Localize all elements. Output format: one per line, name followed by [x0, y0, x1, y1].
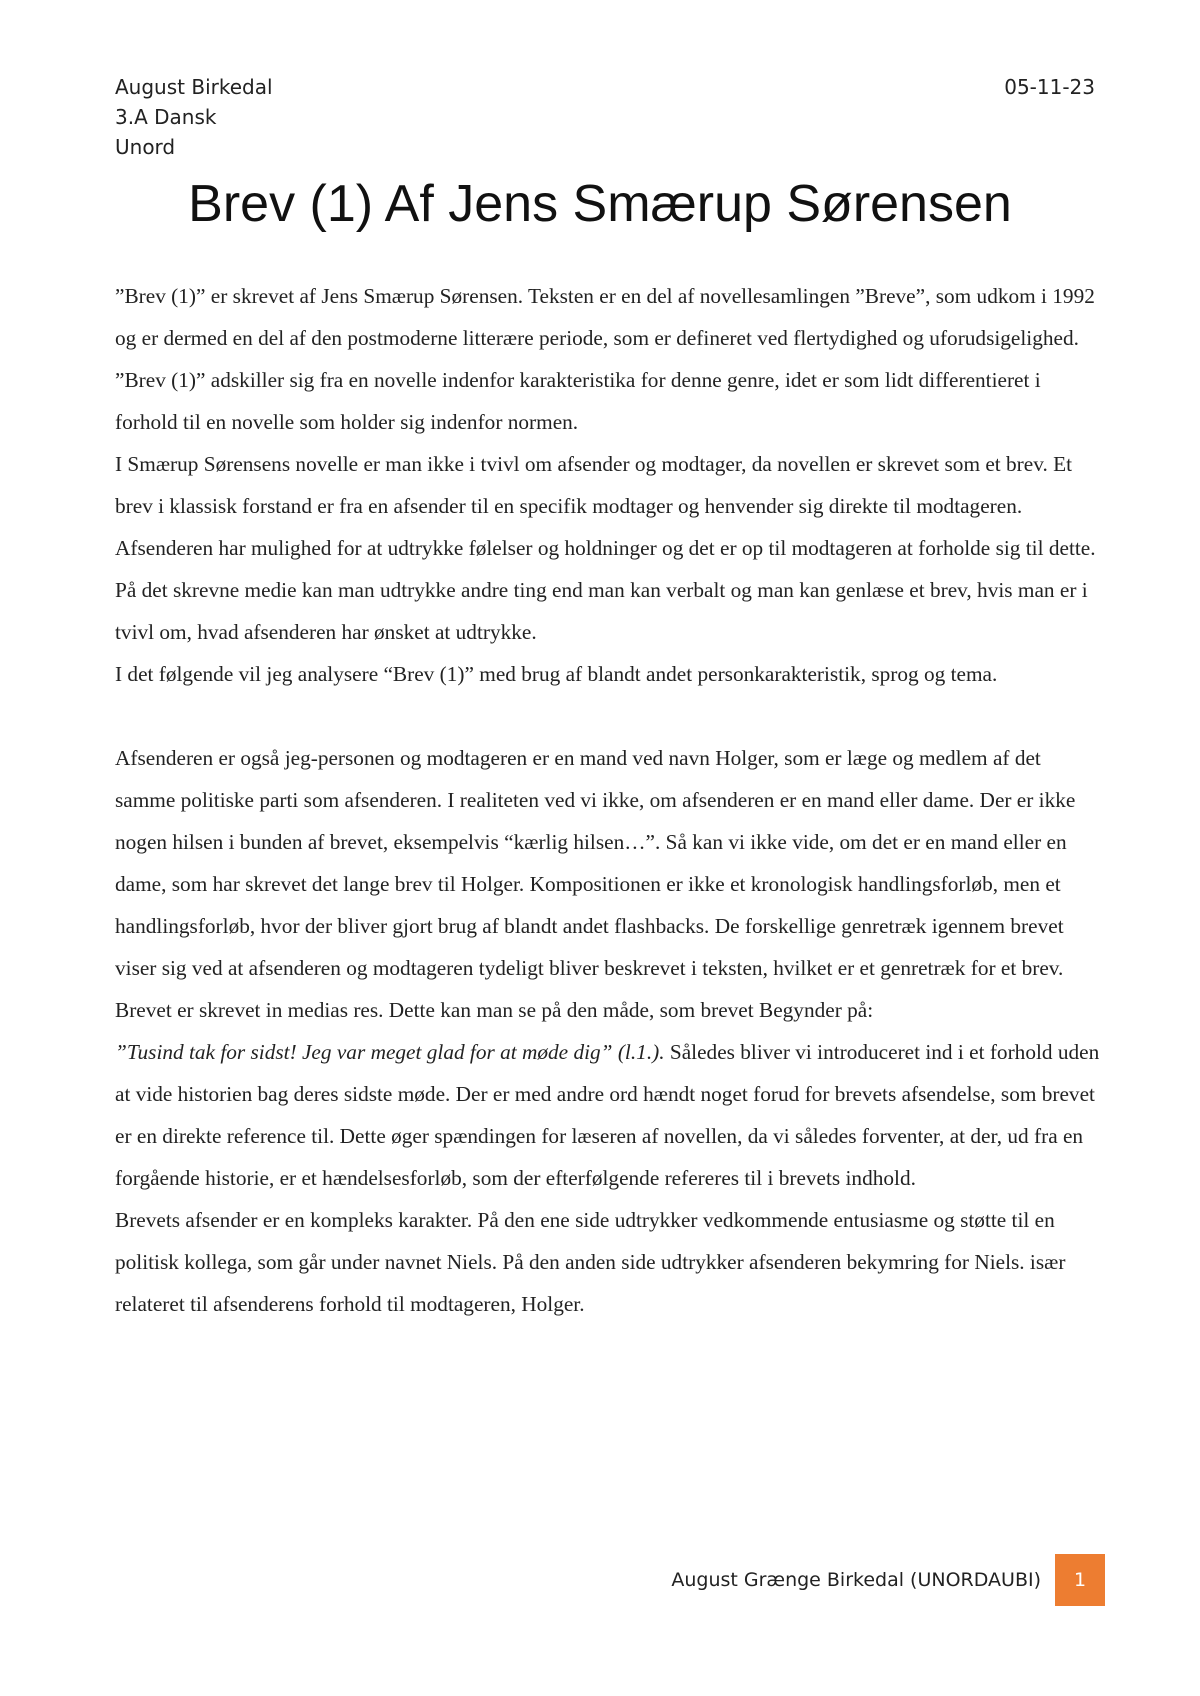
paragraph-complex-character: Brevets afsender er en kompleks karakter. På den ene side udtrykker vedkommende entusiasme og støtte til en politisk kollega, som går under navnet Niels. På den anden side udtrykker afsenderen bekymring for Niels. især relateret til afsenderens forhold til modtageren, Holger. [115, 1208, 1066, 1316]
paragraph-in-medias-res [115, 989, 1100, 1199]
header-school: Unord [115, 135, 176, 159]
header-row [115, 72, 1095, 102]
footer-author: August Grænge Birkedal (UNORDAUBI) [671, 1569, 1041, 1591]
in-medias-res-rest: Således bliver vi introduceret ind i et forhold uden at vide historien bag deres sidste møde. Der er med andre ord hændt noget forud for brevets afsendelse, som brevet er en direkte reference til. Dette øger spændingen for læseren af novellen, da vi således forventer, at der, ud fra en forgående historie, er et hændelsesforløb, som der efterfølgende refereres til i brevets indhold. [115, 1040, 1100, 1190]
page-number-badge: 1 [1055, 1554, 1105, 1606]
header-date: 05-11-23 [1004, 75, 1095, 99]
document-header [115, 72, 1095, 162]
document-body [115, 275, 1100, 1325]
document-footer [671, 1554, 1105, 1606]
document-title: Brev (1) Af Jens Smærup Sørensen [188, 175, 1012, 233]
paragraph-sender-identity: Afsenderen er også jeg-personen og modtageren er en mand ved navn Holger, som er læge og medlem af det samme politiske parti som afsenderen. I realiteten ved vi ikke, om afsenderen er en mand eller dame. Der er ikke nogen hilsen i bunden af brevet, eksempelvis “kærlig hilsen…”. Så kan vi ikke vide, om det er en mand eller en dame, som har skrevet det lange brev til Holger. Kompositionen er ikke et kronologisk handlingsforløb, men et handlingsforløb, hvor der bliver gjort brug af blandt andet flashbacks. De forskellige genretræk igennem brevet viser sig ved at afsenderen og modtageren tydeligt bliver beskrevet i teksten, hvilket er et genretræk for et brev. [115, 746, 1076, 980]
in-medias-res-intro: Brevet er skrevet in medias res. Dette kan man se på den måde, som brevet Begynder på: [115, 998, 874, 1022]
letter-quote: ”Tusind tak for sidst! Jeg var meget glad for at møde dig” (l.1.). [115, 1040, 665, 1064]
paragraph-sender-receiver: I Smærup Sørensens novelle er man ikke i tvivl om afsender og modtager, da novellen er skrevet som et brev. Et brev i klassisk forstand er fra en afsender til en specifik modtager og henvender sig direkte til modtageren. Afsenderen har mulighed for at udtrykke følelser og holdninger og det er op til modtageren at forholde sig til dette. På det skrevne medie kan man udtrykke andre ting end man kan verbalt og man kan genlæse et brev, hvis man er i tvivl om, hvad afsenderen har ønsket at udtrykke. [115, 452, 1096, 644]
paragraph-spacer [115, 695, 1100, 737]
paragraph-intro: ”Brev (1)” er skrevet af Jens Smærup Sørensen. Teksten er en del af novellesamlingen ”Breve”, som udkom i 1992 og er dermed en del af den postmoderne litterære periode, som er defineret ved flertydighed og uforudsigelighed. ”Brev (1)” adskiller sig fra en novelle indenfor karakteristika for denne genre, idet er som lidt differentieret i forhold til en novelle som holder sig indenfor normen. [115, 284, 1095, 434]
header-class: 3.A Dansk [115, 105, 217, 129]
paragraph-analysis-plan: I det følgende vil jeg analysere “Brev (1)” med brug af blandt andet personkarakteristik, sprog og tema. [115, 662, 998, 686]
header-author: August Birkedal [115, 75, 273, 99]
